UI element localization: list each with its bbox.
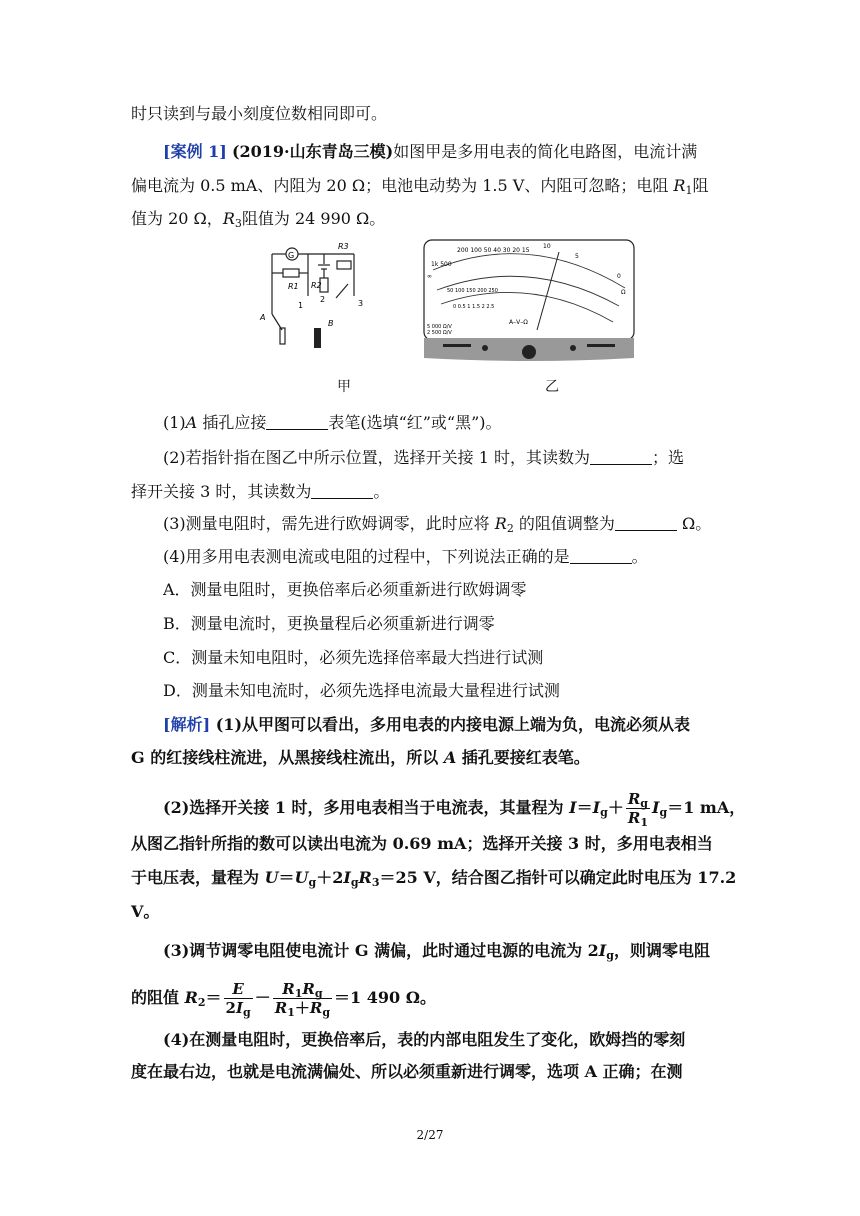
question-2-cont: 择开关接 3 时，其读数为 。: [131, 482, 390, 501]
analysis-3: (2)选择开关接 1 时，多用电表相当于电流表，其量程为 $I=I_g+$ $\frac{R_g}{R_1}$ $I_g=1$ mA，: [163, 790, 746, 829]
svg-text:R1: R1: [288, 282, 299, 291]
case-line-2: 偏电流为 0.5 mA、内阻为 20 Ω；电池电动势为 1.5 V、内阻可忽略；电阻 $R_1$阻: [131, 176, 709, 197]
svg-text:R2: R2: [311, 281, 322, 290]
analysis-6: V。: [131, 902, 160, 921]
svg-text:0 0.5 1 1.5 2 2.5: 0 0.5 1 1.5 2 2.5: [453, 304, 495, 310]
case-line-1: [案例 1] (2019·山东青岛三模)如图甲是多用电表的简化电路图，电流计满: [163, 142, 698, 161]
circuit-diagram: [258, 238, 370, 350]
svg-text:3: 3: [358, 299, 364, 308]
question-4: (4)用多用电表测电流或电阻的过程中，下列说法正确的是 。: [163, 547, 648, 566]
option-b: B．测量电流时，更换量程后必须重新进行调零: [163, 614, 495, 633]
text-line: 时只读到与最小刻度位数相同即可。: [131, 104, 388, 123]
svg-text:R3: R3: [338, 242, 349, 251]
caption-yi: 乙: [545, 379, 559, 395]
question-3: (3)测量电阻时，需先进行欧姆调零，此时应将 $R_2$ 的阻值调整为 Ω。: [163, 514, 712, 535]
svg-text:Ω: Ω: [621, 289, 626, 296]
case-source: (2019·山东青岛三模): [231, 142, 394, 161]
caption-jia: 甲: [337, 379, 351, 395]
analysis-7: (3)调节调零电阻使电流计 G 满偏，此时通过电源的电流为 $2I_g$，则调零电阻: [163, 941, 710, 962]
analysis-10: 度在最右边，也就是电流满偏处、所以必须重新进行调零，选项 A 正确；在测: [131, 1062, 683, 1081]
analysis-9: (4)在测量电阻时，更换倍率后，表的内部电阻发生了变化，欧姆挡的零刻: [163, 1030, 686, 1049]
option-a: A．测量电阻时，更换倍率后必须重新进行欧姆调零: [163, 580, 527, 599]
svg-text:A–V–Ω: A–V–Ω: [509, 319, 528, 326]
question-1: (1)A 插孔应接 表笔(选填“红”或“黑”)。: [163, 413, 502, 432]
svg-text:B: B: [328, 319, 334, 328]
svg-text:200 100 50 40 30 20 15: 200 100 50 40 30 20 15: [457, 247, 530, 254]
analysis-2: G 的红接线柱流进，从黑接线柱流出，所以 A 插孔要接红表笔。: [131, 748, 590, 767]
analysis-4: 从图乙指针所指的数可以读出电流为 0.69 mA；选择开关接 3 时，多用电表相当: [131, 834, 713, 853]
svg-text:2 500 Ω/V: 2 500 Ω/V: [427, 330, 452, 336]
svg-text:5 000 Ω/V: 5 000 Ω/V: [427, 324, 452, 330]
svg-text:5: 5: [575, 253, 579, 260]
page-number: 2/27: [416, 1128, 444, 1142]
case-tag: [案例 1]: [163, 142, 227, 161]
analysis-8: 的阻值 $R_2=$ $\frac{E}{2I_g}$ － $\frac{R_1R_g}{R_1+R_g}$ ＝1 490 Ω。: [131, 980, 436, 1019]
meter-dial: [423, 238, 635, 364]
analysis-tag: [解析]: [163, 715, 211, 734]
svg-text:A: A: [260, 313, 266, 322]
question-2: (2)若指针指在图乙中所示位置，选择开关接 1 时，其读数为 ；选: [163, 448, 685, 467]
svg-text:2: 2: [320, 295, 326, 304]
analysis-1: [解析] (1)从甲图可以看出，多用电表的内接电源上端为负，电流必须从表: [163, 715, 691, 734]
option-c: C．测量未知电阻时，必须先选择倍率最大挡进行试测: [163, 648, 544, 667]
svg-text:50 100 150 200 250: 50 100 150 200 250: [447, 288, 498, 294]
svg-text:1: 1: [298, 301, 304, 310]
svg-text:1k 500: 1k 500: [431, 261, 452, 268]
svg-text:0: 0: [617, 273, 621, 280]
analysis-5: 于电压表，量程为 $U=U_g+2I_gR_3=25$ V，结合图乙指针可以确定此时电压为 17.2: [131, 868, 737, 889]
svg-text:10: 10: [543, 243, 551, 250]
svg-text:∞: ∞: [427, 273, 432, 280]
option-d: D．测量未知电流时，必须先选择电流最大量程进行试测: [163, 681, 560, 700]
svg-text:G: G: [288, 251, 295, 260]
case-line-3: 值为 20 Ω，$R_3$阻值为 24 990 Ω。: [131, 209, 386, 230]
